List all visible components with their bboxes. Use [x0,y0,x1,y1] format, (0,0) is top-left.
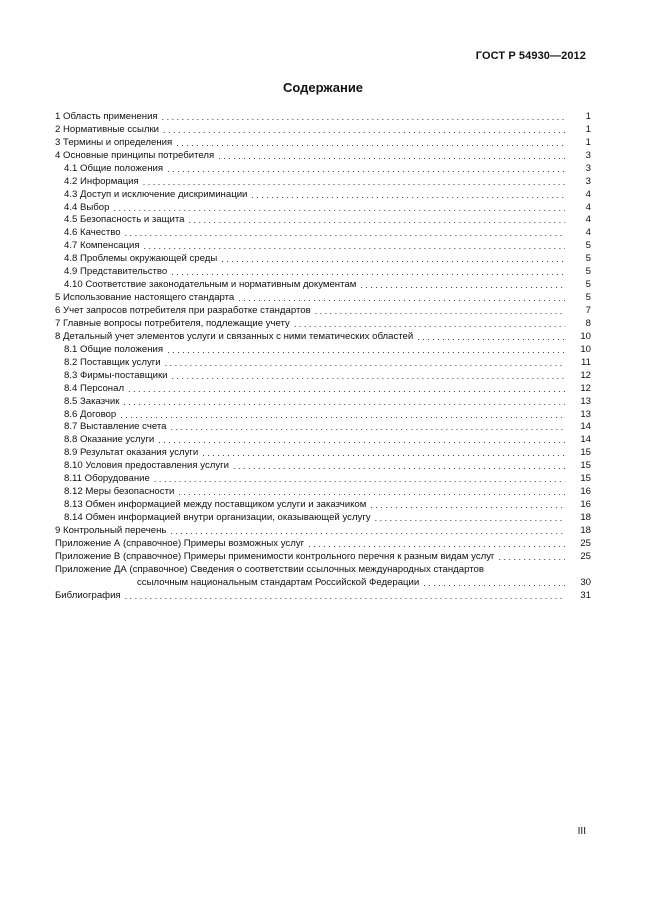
toc-entry-page: 18 [580,524,591,536]
toc-entry-page: 1 [585,110,591,122]
leader-dots [221,253,565,265]
toc-entry[interactable] [55,421,591,434]
leader-dots [172,370,565,382]
leader-dots [128,383,565,395]
toc-entry-page: 14 [580,421,591,433]
toc-entry-page: 4 [585,227,591,239]
toc-entry-title: 8.8 Оказание услуги [64,434,155,446]
toc-entry[interactable] [55,304,591,317]
toc-entry-title: 4.5 Безопасность и защита [64,214,185,226]
toc-entry-title: 8.12 Меры безопасности [64,486,175,498]
toc-entry-page: 14 [580,434,591,446]
leader-dots [189,214,566,226]
leader-dots [202,447,565,459]
toc-entry-title: 6 Учет запросов потребителя при разработке стандартов [55,305,311,316]
toc-entry-title: 1 Область применения [55,110,158,122]
toc-entry[interactable] [55,175,591,188]
toc-entry-title: 8.6 Договор [64,408,117,420]
toc-entry-page: 15 [580,473,591,485]
toc-entry-page: 13 [580,408,591,420]
toc-entry-page: 16 [580,499,591,511]
toc-entry-title: 4.3 Доступ и исключение дискриминации [64,188,248,200]
toc-entry[interactable] [55,278,591,291]
toc-entry[interactable] [55,188,591,201]
leader-dots [233,460,565,472]
toc-entry-page: 3 [585,162,591,174]
toc-entry-title: 8.7 Выставление счета [64,421,167,433]
leader-dots [171,266,565,278]
toc-entry[interactable] [55,382,591,395]
toc-entry-title: 8.11 Оборудование [64,473,150,485]
toc-entry-page: 4 [585,188,591,200]
leader-dots [163,124,565,136]
toc-entry[interactable] [55,149,591,162]
toc-entry-page: 1 [585,136,591,148]
toc-entry-bibliography[interactable] [55,589,591,602]
toc-entry-page: 12 [580,382,591,394]
toc-entry[interactable] [55,317,591,330]
toc-entry-page: 5 [585,253,591,265]
leader-dots [143,176,565,188]
toc-entry-title: 7 Главные вопросы потребителя, подлежащие учету [55,317,290,329]
toc-entry-page: 5 [585,266,591,278]
toc-entry-title: 8.2 Поставщик услуги [64,356,161,368]
toc-entry-title: 8.5 Заказчик [64,395,120,407]
toc-entry[interactable] [55,408,591,421]
toc-entry-title: Приложение А (справочное) Примеры возможных услуг [55,537,305,549]
toc-entry[interactable] [55,395,591,408]
toc-entry-page: 25 [580,537,591,549]
toc-entry-page: 11 [581,356,591,368]
leader-dots [176,137,565,149]
leader-dots [423,577,565,589]
toc-entry-title: 4.2 Информация [64,175,139,187]
toc-entry[interactable] [55,498,591,511]
toc-entry-title: 8.1 Общие положения [64,343,164,355]
toc-entry[interactable] [55,511,591,524]
toc-entry[interactable] [55,162,591,175]
toc-entry-page: 16 [580,486,591,498]
toc-entry-title: 4.6 Качество [64,227,121,239]
leader-dots [162,111,565,123]
toc-entry-title: 4.7 Компенсация [64,240,140,252]
toc-entry-page: 31 [580,589,591,601]
leader-dots [120,409,565,421]
leader-dots [251,189,565,201]
toc-entry[interactable] [55,330,591,343]
toc-entry-title: 4.9 Представительство [64,266,168,278]
leader-dots [218,150,565,162]
leader-dots [144,240,565,252]
toc-entry-page: 5 [585,240,591,252]
toc-entry[interactable] [55,485,591,498]
toc-entry-title: Библиография [55,589,121,601]
toc-entry-title: 8.4 Персонал [64,382,125,394]
toc-entry-page: 15 [580,447,591,459]
toc-entry-page: 5 [585,279,591,291]
leader-dots [499,551,565,563]
toc-entry[interactable] [55,201,591,214]
toc-entry-page: 12 [580,369,591,381]
table-of-contents [55,110,591,602]
toc-entry-appendix-da-line2[interactable] [55,576,591,589]
leader-dots [171,421,565,433]
toc-entry[interactable] [55,537,591,550]
leader-dots [417,331,565,343]
leader-dots [167,344,565,356]
toc-entry[interactable] [55,550,591,563]
toc-entry-appendix-da-line1[interactable] [55,563,591,576]
toc-entry[interactable] [55,110,591,123]
toc-entry-page: 3 [585,175,591,187]
toc-entry-page: 30 [580,576,591,588]
toc-entry[interactable] [55,252,591,265]
toc-entry-title: 4.4 Выбор [64,201,110,213]
leader-dots [370,499,565,511]
toc-entry-title: Приложение ДА (справочное) Сведения о соответствии ссылочных международных стандартов [55,563,484,575]
page-number: III [577,826,586,837]
document-code: ГОСТ Р 54930—2012 [475,50,586,62]
leader-dots [125,227,565,239]
toc-entry-title: 4.10 Соответствие законодательным и нормативным документам [64,279,357,291]
toc-entry[interactable] [55,433,591,446]
toc-entry[interactable] [55,343,591,356]
toc-entry-page: 7 [585,305,591,316]
leader-dots [154,473,565,485]
toc-entry[interactable] [55,524,591,537]
toc-entry[interactable] [55,369,591,382]
toc-entry[interactable] [55,265,591,278]
toc-entry[interactable] [55,356,591,369]
toc-entry-page: 15 [580,460,591,472]
toc-entry-page: 3 [585,149,591,161]
leader-dots [167,163,565,175]
toc-entry-page: 8 [585,317,591,329]
toc-entry-title: 8.13 Обмен информацией между поставщиком услуги и заказчиком [64,499,367,511]
toc-entry-title: 8.14 Обмен информацией внутри организации, оказывающей услугу [64,512,371,523]
toc-entry-title: 9 Контрольный перечень [55,524,167,536]
toc-entry-title: 8.10 Условия предоставления услуги [64,460,230,472]
toc-entry-title: 2 Нормативные ссылки [55,123,160,135]
toc-entry-page: 13 [580,395,591,407]
page-title: Содержание [282,80,364,95]
toc-entry[interactable] [55,214,591,227]
toc-entry[interactable] [55,472,591,485]
toc-entry[interactable] [55,226,591,239]
toc-entry-page: 25 [580,550,591,562]
toc-entry[interactable] [55,123,591,136]
toc-entry-page: 10 [580,343,591,355]
toc-entry-title: 8.3 Фирмы-поставщики [64,369,168,381]
toc-entry-title: 4 Основные принципы потребителя [55,149,215,161]
leader-dots [165,357,565,369]
toc-entry-page: 4 [585,201,591,213]
toc-entry-page: 10 [580,330,591,342]
toc-entry[interactable] [55,136,591,149]
leader-dots [315,305,565,317]
toc-entry-page: 18 [580,512,591,523]
leader-dots [113,202,565,214]
toc-entry-title: 4.1 Общие положения [64,162,164,174]
toc-entry-title: 4.8 Проблемы окружающей среды [64,253,218,265]
leader-dots [123,396,565,408]
toc-entry[interactable] [55,291,591,304]
toc-entry-title: 3 Термины и определения [55,136,173,148]
leader-dots [178,486,565,498]
toc-entry-title: 5 Использование настоящего стандарта [55,292,235,304]
toc-entry-page: 4 [585,214,591,226]
leader-dots [375,512,565,524]
leader-dots [294,318,565,330]
toc-entry[interactable] [55,446,591,459]
toc-entry-title: 8.9 Результат оказания услуги [64,447,199,459]
toc-entry[interactable] [55,459,591,472]
leader-dots [125,590,565,602]
toc-entry-title: 8 Детальный учет элементов услуги и связанных с ними тематических областей [55,330,414,342]
leader-dots [308,538,565,550]
toc-entry-title: ссылочным национальным стандартам Российской Федерации [137,576,420,588]
toc-entry[interactable] [55,239,591,252]
leader-dots [238,292,565,304]
toc-entry-page: 1 [585,123,591,135]
leader-dots [360,279,565,291]
toc-entry-title: Приложение В (справочное) Примеры применимости контрольного перечня к разным видам услуг [55,550,495,562]
leader-dots [170,525,565,537]
leader-dots [158,434,565,446]
toc-entry-page: 5 [585,292,591,304]
